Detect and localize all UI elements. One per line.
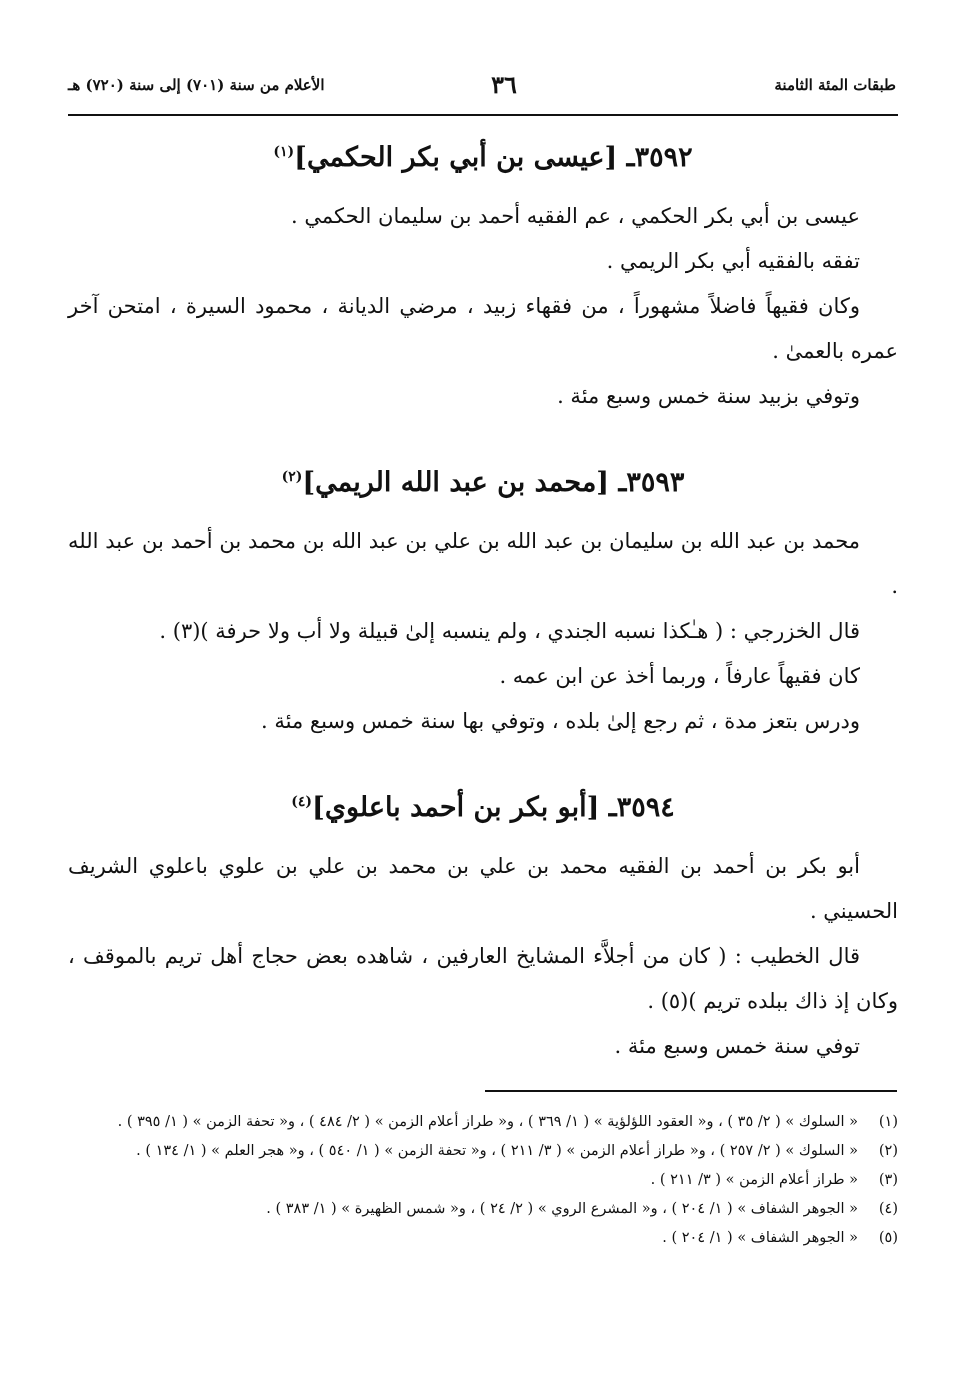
entry-paragraph: توفي سنة خمس وسبع مئة . (614, 1034, 860, 1058)
entry-heading: ٣٥٩٣ـ [محمد بن عبد الله الريمي]$^{(٢)}$ (281, 467, 685, 498)
entry-paragraph: وكان فقيهاً فاضلاً مشهوراً ، من فقهاء زبيد ، مرضي الديانة ، محمود السيرة ، امتحن آخر عمره بالعمىٰ . (68, 294, 898, 363)
entry-paragraph: محمد بن عبد الله بن سليمان بن عبد الله بن علي بن عبد الله بن محمد بن أحمد بن عبد الله . (68, 529, 898, 598)
entry-paragraph: قال الخطيب : ( كان من أجلاَّء المشايخ العارفين ، شاهده بعض حجاج أهل تريم بالموقف ، وكان إذ ذاك ببلده تريم )(٥) . (68, 944, 898, 1013)
footnotes (68, 1108, 898, 1253)
footnote-number: (٥) (878, 1230, 898, 1246)
footnote-ref: (١) (273, 144, 295, 160)
footnote-text: « طراز أعلام الزمن » ( ٣/ ٢١١ ) . (650, 1172, 858, 1188)
entry-heading: ٣٥٩٢ـ [عيسى بن أبي بكر الحكمي]$^{(١)}$ (273, 142, 693, 173)
page-number: ٣٦ (491, 70, 517, 99)
footnote (68, 1137, 898, 1166)
main-text (68, 122, 898, 1069)
volume-range-title: الأعلام من سنة (٧٠١) إلى سنة (٧٢٠) هـ (68, 76, 325, 94)
entry-paragraph: كان فقيهاً عارفاً ، وربما أخذ عن ابن عمه . (499, 664, 860, 688)
entry-paragraph: عيسى بن أبي بكر الحكمي ، عم الفقيه أحمد بن سليمان الحكمي . (291, 204, 860, 228)
entry-paragraph: قال الخزرجي : ( هـٰكذا نسبه الجندي ، ولم ينسبه إلىٰ قبيلة ولا أب ولا حرفة )(٣) . (159, 619, 860, 643)
footnote (68, 1108, 898, 1137)
entry-paragraph: تفقه بالفقيه أبي بكر الريمي . (606, 249, 860, 273)
footnote-number: (١) (878, 1114, 898, 1130)
footnote-text: « الجوهر الشفاف » ( ١/ ٢٠٤ ) ، و« المشرع الروي » ( ٢/ ٢٤ ) ، و« شمس الظهيرة » ( ١/ ٣٨٣ ) . (266, 1201, 858, 1217)
entry-paragraph: ودرس بتعز مدة ، ثم رجع إلىٰ بلده ، وتوفي بها سنة خمس وسبع مئة . (261, 709, 860, 733)
footnote (68, 1166, 898, 1195)
footnote-number: (٤) (878, 1201, 898, 1217)
header-divider (68, 114, 898, 116)
footnote-number: (٣) (878, 1172, 898, 1188)
running-header (68, 72, 896, 108)
footnote (68, 1195, 898, 1224)
footnote (68, 1224, 898, 1253)
footnote-text: « السلوك » ( ٢/ ٢٥٧ ) ، و« طراز أعلام الزمن » ( ٣/ ٢١١ ) ، و« تحفة الزمن » ( ١/ ٥٤٠ ) ، و« هجر العلم » ( ١/ ١٣٤ ) . (136, 1143, 858, 1159)
footnote-number: (٢) (878, 1143, 898, 1159)
footnote-ref: (٤) (291, 794, 313, 810)
footnote-divider (485, 1090, 897, 1092)
footnote-text: « الجوهر الشفاف » ( ١/ ٢٠٤ ) . (662, 1230, 858, 1246)
footnote-ref: (٢) (281, 469, 303, 485)
entry-heading: ٣٥٩٤ـ [أبو بكر بن أحمد باعلوي]$^{(٤)}$ (291, 792, 675, 823)
section-title: طبقات المئة الثامنة (774, 76, 896, 94)
entry-paragraph: وتوفي بزبيد سنة خمس وسبع مئة . (557, 384, 860, 408)
footnote-text: « السلوك » ( ٢/ ٣٥ ) ، و« العقود اللؤلؤية » ( ١/ ٣٦٩ ) ، و« طراز أعلام الزمن » ( ٢/ ٤٨٤ ) ، و« تحفة الزمن » ( ١/ ٣٩٥ ) . (117, 1114, 858, 1130)
entry-paragraph: أبو بكر بن أحمد بن الفقيه محمد بن علي بن محمد بن علي بن علوي باعلوي الشريف الحسيني . (68, 854, 898, 923)
